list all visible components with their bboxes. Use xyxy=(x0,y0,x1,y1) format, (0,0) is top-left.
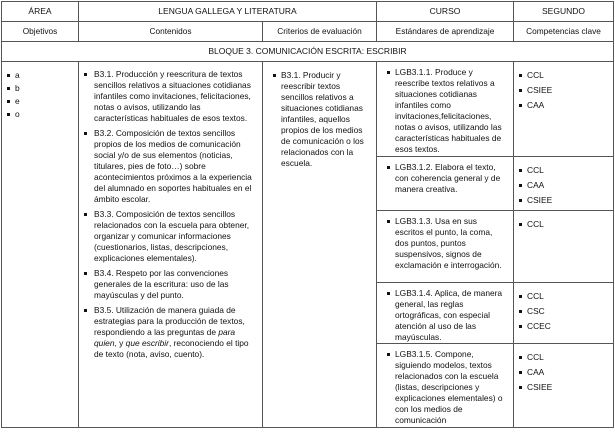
competencia-item: CAA xyxy=(514,180,613,191)
competencia-item: CCL xyxy=(514,291,613,302)
competencia-item: CAA xyxy=(514,367,613,378)
course-label: CURSO xyxy=(377,2,514,22)
objetivo-item: e xyxy=(2,96,78,107)
column-header-row xyxy=(2,22,614,42)
block-title: BLOQUE 3. COMUNICACIÓN ESCRITA: ESCRIBIR xyxy=(2,42,614,62)
curriculum-table xyxy=(1,1,614,428)
competencia-item: CSIEE xyxy=(514,382,613,393)
estandar-cell xyxy=(377,157,514,211)
competencias-cell xyxy=(514,344,614,428)
competencia-item: CCEC xyxy=(514,321,613,332)
b35-text-c: , reconociendo el tipo de texto (nota, aviso, cuento). xyxy=(94,338,249,359)
col-estandares: Estándares de aprendizaje xyxy=(377,22,514,42)
competencias-cell xyxy=(514,157,614,211)
competencia-item: CCL xyxy=(514,352,613,363)
competencia-item: CCL xyxy=(514,70,613,81)
contenido-item: B3.3. Composición de textos sencillos relacionados con la escuela para obtener, organizar y comunicar informaciones (cuestionarios, listas, descripciones, explicaciones elementales). xyxy=(79,209,256,264)
estandar-cell xyxy=(377,211,514,283)
standard-row xyxy=(2,62,614,157)
contenido-item: B3.2. Composición de textos sencillos propios de los medios de comunicación social y/o de sus elementos (noticias, titulares, pies de foto…) sobre acontecimientos próximos a la experiencia del alumnado en soportes habituales en el ámbito escolar. xyxy=(79,128,256,205)
header-row xyxy=(2,2,614,22)
b35-text-a: B3.5. Utilización de manera guiada de estrategias para la producción de textos, respondiendo a las preguntas de xyxy=(94,305,245,337)
competencia-item: CAA xyxy=(514,100,613,111)
estandar-cell xyxy=(377,344,514,428)
competencia-item: CCL xyxy=(514,219,613,230)
competencias-cell xyxy=(514,211,614,283)
contenidos-cell xyxy=(79,62,263,428)
area-label: ÁREA xyxy=(2,2,79,22)
col-criterios: Criterios de evaluación xyxy=(263,22,377,42)
estandar-item: LGB3.1.2. Elabora el texto, con coherencia general y de manera creativa. xyxy=(382,162,508,195)
b35-text-b: , y xyxy=(114,338,126,348)
objetivo-item: o xyxy=(2,109,78,120)
estandar-item: LGB3.1.3. Usa en sus escritos el punto, la coma, dos puntos, puntos suspensivos, signos de exclamación e interrogación. xyxy=(382,216,508,271)
area-value: LENGUA GALLEGA Y LITERATURA xyxy=(79,2,377,22)
col-objetivos: Objetivos xyxy=(2,22,79,42)
contenido-item-b35 xyxy=(79,305,256,360)
block-row xyxy=(2,42,614,62)
estandar-item: LGB3.1.5. Compone, siguiendo modelos, textos relacionados con la escuela (listas, descripciones y explicaciones elementales) o con los medios de comunicación xyxy=(382,349,508,426)
estandar-item: LGB3.1.1. Produce y reescribe textos relativos a situaciones cotidianas infantiles como invitaciones,felicitaciones, notas o avisos, utilizando las características habituales de esos textos. xyxy=(382,67,508,155)
estandar-cell xyxy=(377,62,514,157)
contenido-item: B3.4. Respeto por las convenciones generales de la escritura: uso de las mayúsculas y del punto. xyxy=(79,268,256,301)
course-value: SEGUNDO xyxy=(514,2,614,22)
contenido-item: B3.1. Producción y reescritura de textos sencillos relativos a situaciones cotidianas infantiles como invitaciones, felicitaciones, notas o avisos, utilizando las características habituales de esos textos. xyxy=(79,69,256,124)
competencias-cell xyxy=(514,62,614,157)
col-contenidos: Contenidos xyxy=(79,22,263,42)
estandar-item: LGB3.1.4. Aplica, de manera general, las reglas ortográficas, con especial atención al uso de las mayúsculas. xyxy=(382,288,508,343)
estandar-cell xyxy=(377,283,514,344)
objetivo-item: a xyxy=(2,70,78,81)
col-competencias: Competencias clave xyxy=(514,22,614,42)
criterios-cell xyxy=(263,62,377,428)
competencia-item: CSC xyxy=(514,306,613,317)
competencia-item: CCL xyxy=(514,165,613,176)
b35-emphasis-para-quien: para quien xyxy=(94,327,236,348)
competencias-cell xyxy=(514,283,614,344)
objetivo-item: b xyxy=(2,83,78,94)
criterio-item: B3.1. Producir y reescribir textos sencillos relativos a situaciones cotidianas infantiles, aquellos propios de los medios de comunicación o los relacionados con la escuela. xyxy=(268,70,371,169)
b35-emphasis-que-escribir: que escribir xyxy=(125,338,169,348)
objetivos-cell xyxy=(2,62,79,428)
competencia-item: CSIEE xyxy=(514,195,613,206)
competencia-item: CSIEE xyxy=(514,85,613,96)
